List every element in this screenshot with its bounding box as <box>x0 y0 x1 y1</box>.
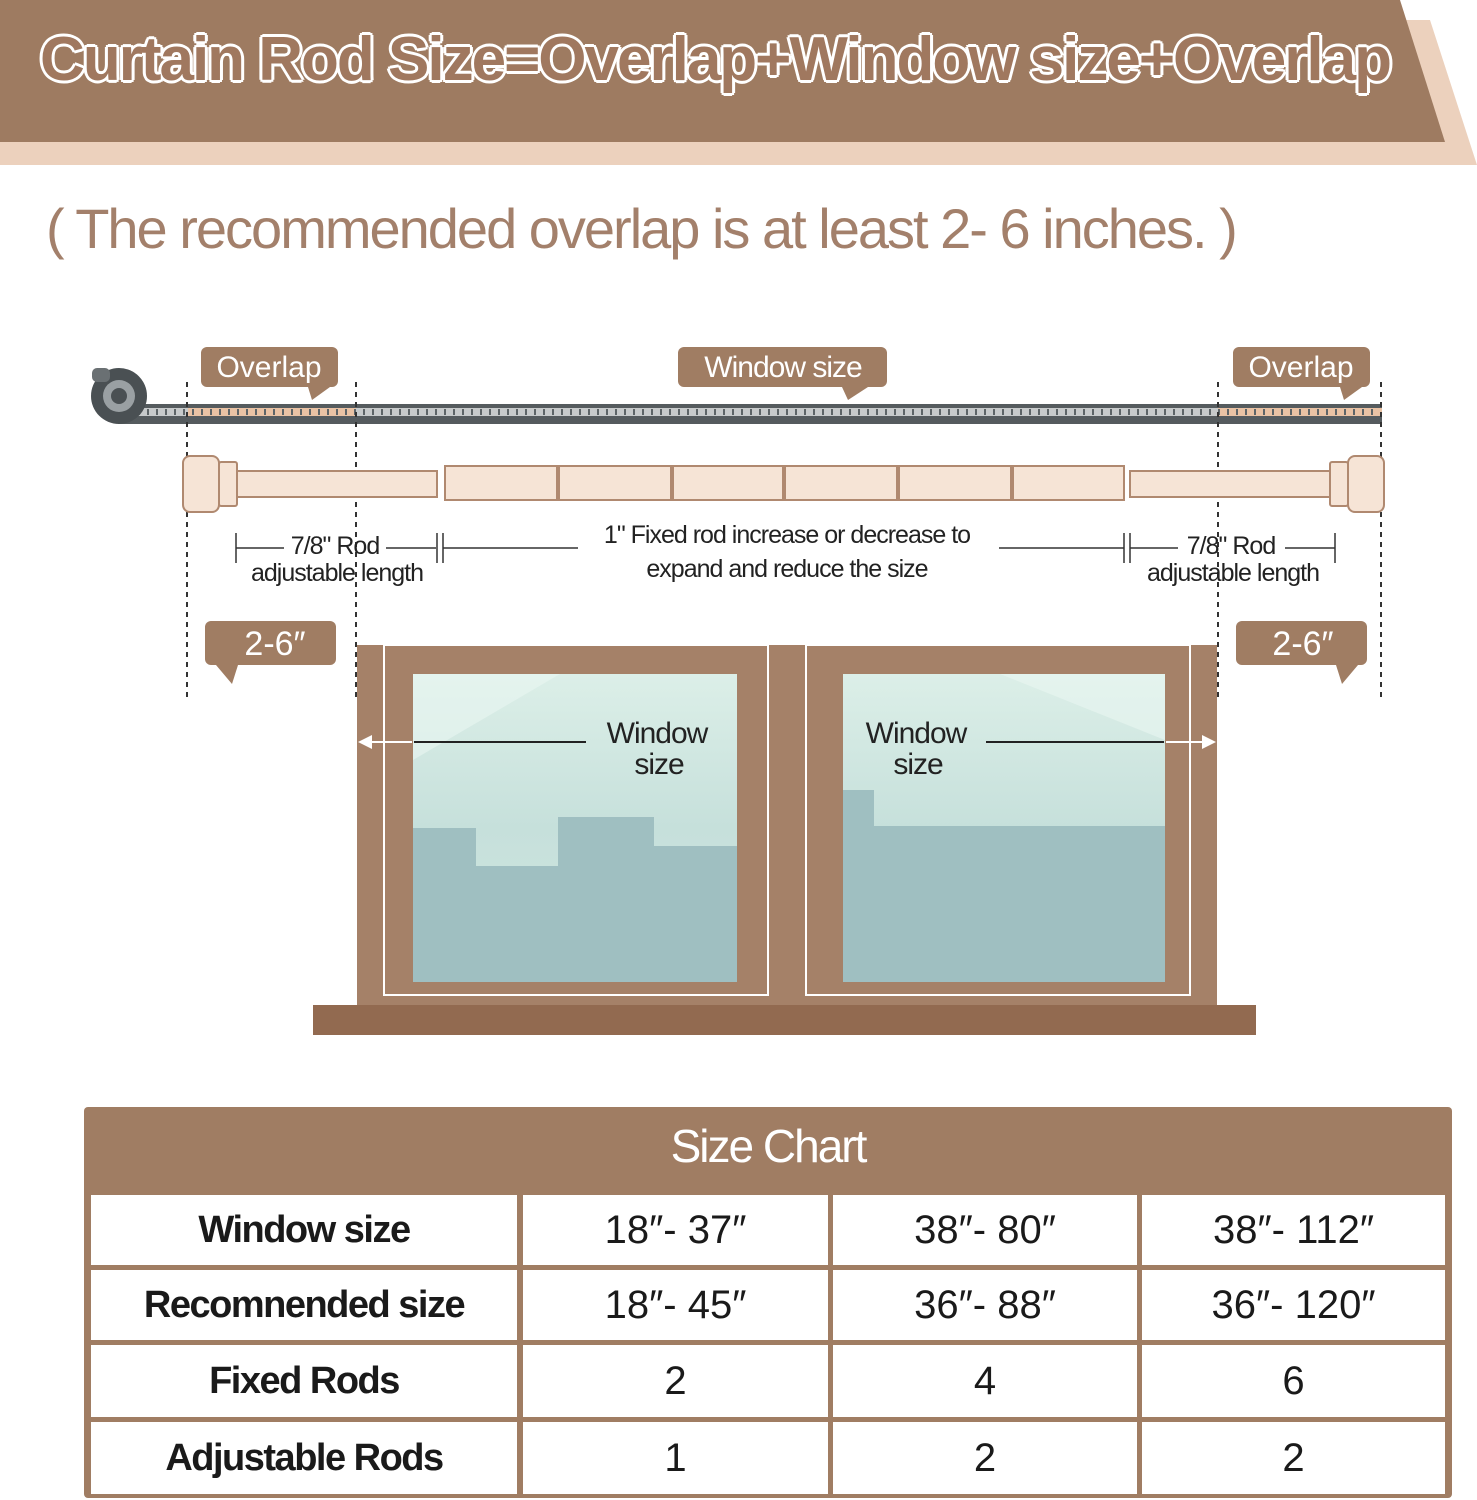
row-label-window-size: Window size <box>91 1195 517 1265</box>
table-cell: 36″- 88″ <box>833 1270 1137 1340</box>
fixed-rod-2 <box>559 466 671 500</box>
table-cell: 4 <box>833 1345 1137 1417</box>
table-cell: 36″- 120″ <box>1142 1270 1445 1340</box>
row-label-recommended-size: Recomnended size <box>91 1270 517 1340</box>
table-cell: 1 <box>523 1422 828 1494</box>
title-banner <box>0 0 1477 170</box>
left-finial <box>183 456 219 512</box>
right-finial <box>1348 456 1384 512</box>
svg-text:size: size <box>634 748 684 781</box>
right-rod-adjustable-label: adjustable length <box>1146 559 1320 587</box>
svg-text:2-6″: 2-6″ <box>1272 625 1334 663</box>
curtain-rod <box>183 456 1384 512</box>
row-label-adjustable-rods: Adjustable Rods <box>91 1422 517 1494</box>
table-cell: 6 <box>1142 1345 1445 1417</box>
svg-text:size: size <box>893 748 943 781</box>
row-label-fixed-rods: Fixed Rods <box>91 1345 517 1417</box>
table-cell: 2 <box>1142 1422 1445 1494</box>
window <box>313 645 1256 1035</box>
svg-text:Overlap: Overlap <box>1248 351 1354 384</box>
left-rod-adjustable-label: adjustable length <box>250 559 424 587</box>
right-rod-size-label: 7/8" Rod <box>1186 532 1276 560</box>
right-adjustable-rod <box>1130 471 1330 497</box>
svg-text:Overlap: Overlap <box>216 351 322 384</box>
dimension-labels <box>251 521 1319 587</box>
svg-text:Window: Window <box>865 717 967 750</box>
tag-overlap-left <box>201 347 338 400</box>
fixed-rod-3 <box>673 466 783 500</box>
table-cell: 18″- 45″ <box>523 1270 828 1340</box>
rod-window-diagram <box>0 320 1477 1050</box>
svg-text:2-6″: 2-6″ <box>244 625 306 663</box>
tag-overlap-right <box>1233 347 1370 400</box>
table-cell: 2 <box>523 1345 828 1417</box>
fixed-rod-5 <box>899 466 1011 500</box>
left-rod-size-label: 7/8" Rod <box>290 532 380 560</box>
tag-window-size <box>678 347 887 400</box>
tag-range-right <box>1236 621 1367 684</box>
fixed-rod-1 <box>445 466 557 500</box>
page-title: Curtain Rod Size=Overlap+Window size+Overlap <box>40 25 1390 94</box>
table-cell: 18″- 37″ <box>523 1195 828 1265</box>
tag-range-left <box>205 621 336 684</box>
window-sill <box>313 1005 1256 1035</box>
table-cell: 38″- 80″ <box>833 1195 1137 1265</box>
left-adjustable-rod <box>237 471 437 497</box>
svg-text:Window size: Window size <box>704 351 862 384</box>
svg-text:Window: Window <box>606 717 708 750</box>
size-chart-title: Size Chart <box>670 1120 866 1172</box>
table-cell: 38″- 112″ <box>1142 1195 1445 1265</box>
overlap-note: ( The recommended overlap is at least 2- 6 inches. ) <box>46 197 1236 260</box>
fixed-rod-6 <box>1013 466 1124 500</box>
fixed-rod-label-2: expand and reduce the size <box>646 555 928 583</box>
table-cell: 2 <box>833 1422 1137 1494</box>
diagram-canvas <box>0 320 1477 1050</box>
fixed-rod-label: 1" Fixed rod increase or decrease to <box>603 521 971 549</box>
size-chart-table <box>84 1107 1452 1498</box>
fixed-rod-4 <box>785 466 897 500</box>
